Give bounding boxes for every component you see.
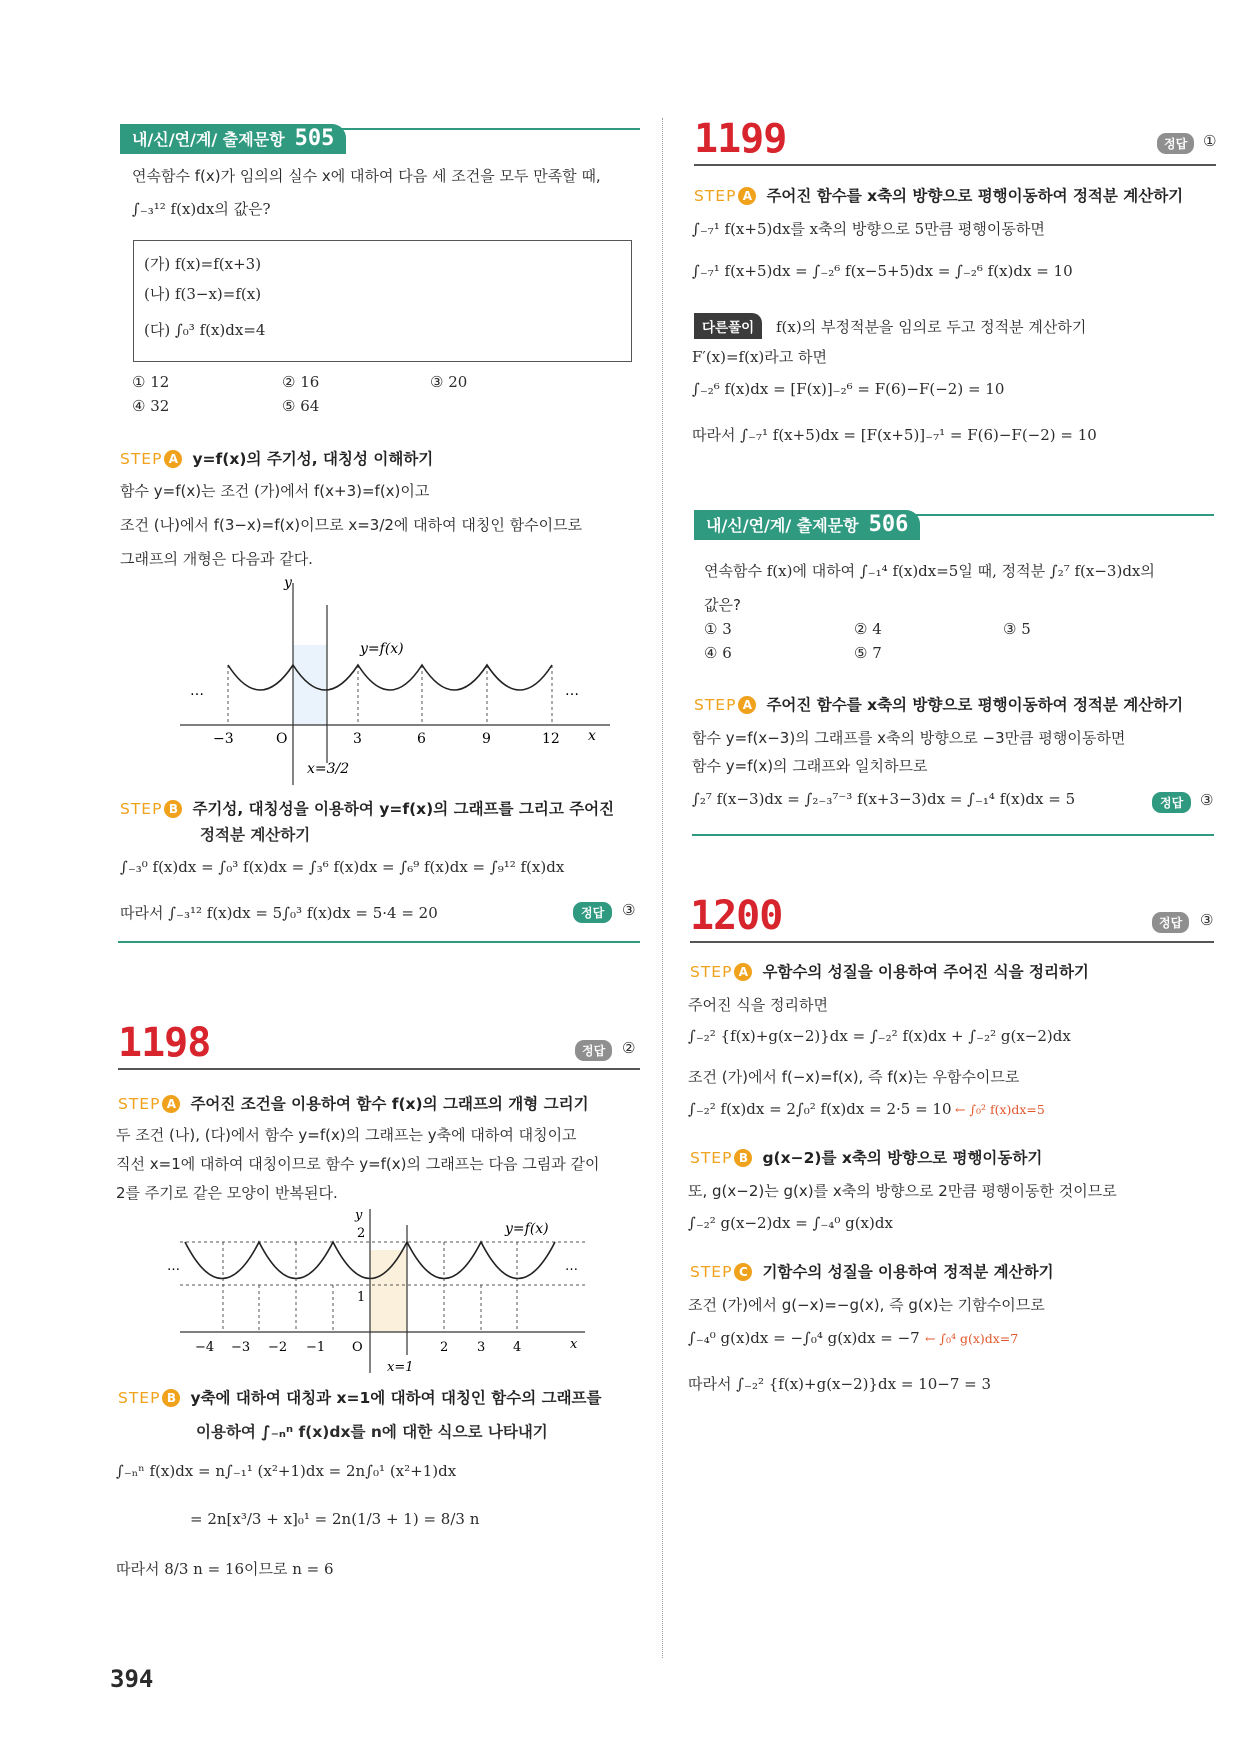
column-divider xyxy=(662,118,663,1658)
answer-tag: 정답 xyxy=(1157,133,1194,154)
choice-3[interactable]: ③ 5 xyxy=(1003,620,1031,638)
badge-rule xyxy=(914,514,1214,516)
curve xyxy=(228,665,552,690)
step-a-line2: 조건 (나)에서 f(3−x)=f(x)이므로 x=3/2에 대하여 대칭인 함수이므로 xyxy=(120,516,583,534)
step-letter: A xyxy=(738,696,756,714)
answer-value: ① xyxy=(1203,132,1217,150)
tick-label: 3 xyxy=(477,1340,486,1355)
step-a-line1: 함수 y=f(x−3)의 그래프를 x축의 방향으로 −3만큼 평행이동하면 xyxy=(692,729,1126,747)
x-axis-label: x xyxy=(570,1337,578,1352)
tick-label: 9 xyxy=(482,731,491,747)
problem-505-text-line1: 연속함수 f(x)가 임의의 실수 x에 대하여 다음 세 조건을 모두 만족할 때, xyxy=(132,167,601,185)
badge-number: 505 xyxy=(294,126,335,151)
section-end-rule xyxy=(692,834,1214,836)
tick-label: −1 xyxy=(306,1340,326,1355)
badge-number: 506 xyxy=(868,512,909,537)
step-label: STEP xyxy=(690,1263,733,1281)
alt-line1: F′(x)=f(x)라고 하면 xyxy=(692,348,827,366)
step-b-line2: 따라서 ∫₋₃¹² f(x)dx = 5∫₀³ f(x)dx = 5·4 = 20 xyxy=(120,904,438,922)
left-dots: … xyxy=(190,683,204,699)
curve-label: y=f(x) xyxy=(360,641,404,657)
tick-label: −2 xyxy=(268,1340,288,1355)
step-c-line3: 따라서 ∫₋₂² {f(x)+g(x−2)}dx = 10−7 = 3 xyxy=(688,1375,992,1393)
step-b-line1: ∫₋ₙⁿ f(x)dx = n∫₋₁¹ (x²+1)dx = 2n∫₀¹ (x²+1)dx xyxy=(116,1462,457,1480)
choice-5[interactable]: ⑤ 7 xyxy=(854,644,882,662)
step-b-heading-505 xyxy=(120,797,614,819)
step-label: STEP xyxy=(694,187,737,205)
right-dots: … xyxy=(565,683,579,699)
step-b-line1: 또, g(x−2)는 g(x)를 x축의 방향으로 2만큼 평행이동한 것이므로 xyxy=(688,1182,1117,1200)
x-axis-label: x xyxy=(588,728,596,744)
step-title: 주어진 함수를 x축의 방향으로 평행이동하여 정적분 계산하기 xyxy=(766,187,1184,205)
answer-tag: 정답 xyxy=(1152,792,1191,813)
right-dots: … xyxy=(565,1259,578,1274)
step-a-line4: ∫₋₂² f(x)dx = 2∫₀² f(x)dx = 2·5 = 10 xyxy=(688,1100,952,1118)
y-tick-2: 2 xyxy=(357,1226,366,1241)
step-title: 주어진 조건을 이용하여 함수 f(x)의 그래프의 개형 그리기 xyxy=(190,1095,589,1113)
section-end-rule xyxy=(118,941,640,943)
alt-line2: ∫₋₂⁶ f(x)dx = [F(x)]₋₂⁶ = F(6)−F(−2) = 10 xyxy=(692,380,1005,398)
step-a-heading-505 xyxy=(120,447,433,469)
alt-solution-title: f(x)의 부정적분을 임의로 두고 정적분 계산하기 xyxy=(776,318,1087,336)
answer-value: ② xyxy=(622,1039,636,1057)
step-label: STEP xyxy=(120,800,163,818)
tick-label: 2 xyxy=(440,1340,449,1355)
step-letter: A xyxy=(738,187,756,205)
curve-label: y=f(x) xyxy=(505,1221,549,1237)
step-a-line3: 그래프의 개형은 다음과 같다. xyxy=(120,550,313,568)
answer-tag: 정답 xyxy=(575,1040,612,1061)
answer-value: ③ xyxy=(1200,911,1214,929)
problem-506-text-line2: 값은? xyxy=(704,596,741,614)
hint-note: ← ∫₀⁴ g(x)dx=7 xyxy=(925,1331,1019,1346)
step-b-heading-1200 xyxy=(690,1146,1042,1168)
step-label: STEP xyxy=(690,1149,733,1167)
step-a-line3: ∫₂⁷ f(x−3)dx = ∫₂₋₃⁷⁻³ f(x+3−3)dx = ∫₋₁⁴ f(x)dx = 5 xyxy=(692,790,1076,808)
problem-505-text-line2: ∫₋₃¹² f(x)dx의 값은? xyxy=(132,200,271,218)
step-b-line1: ∫₋₃⁰ f(x)dx = ∫₀³ f(x)dx = ∫₃⁶ f(x)dx = ∫₆⁹ f(x)dx = ∫₉¹² f(x)dx xyxy=(120,858,565,876)
y-axis-label: y xyxy=(355,1208,363,1223)
step-a-line2: ∫₋₇¹ f(x+5)dx = ∫₋₂⁶ f(x−5+5)dx = ∫₋₂⁶ f(x)dx = 10 xyxy=(692,262,1073,280)
step-a-line2: 직선 x=1에 대하여 대칭이므로 함수 y=f(x)의 그래프는 다음 그림과 같이 xyxy=(116,1155,600,1173)
symmetry-label: x=3/2 xyxy=(307,761,350,777)
step-a-heading-1200 xyxy=(690,960,1089,982)
naesin-badge-505 xyxy=(120,124,346,154)
left-dots: … xyxy=(167,1259,180,1274)
answer-value: ③ xyxy=(622,901,636,919)
condition-a: (가) f(x)=f(x+3) xyxy=(144,255,262,273)
problem-number-1199: 1199 xyxy=(694,116,787,162)
step-letter: C xyxy=(734,1263,752,1281)
step-a-line3: 조건 (가)에서 f(−x)=f(x), 즉 f(x)는 우함수이므로 xyxy=(688,1068,1020,1086)
answer-value: ③ xyxy=(1200,791,1214,809)
step-b-line2: ∫₋₂² g(x−2)dx = ∫₋₄⁰ g(x)dx xyxy=(688,1214,893,1232)
step-letter: A xyxy=(162,1095,180,1113)
step-title: g(x−2)를 x축의 방향으로 평행이동하기 xyxy=(762,1149,1043,1167)
condition-box xyxy=(133,240,632,362)
step-a-line1: 두 조건 (나), (다)에서 함수 y=f(x)의 그래프는 y축에 대하여 대칭이고 xyxy=(116,1126,577,1144)
answer-tag: 정답 xyxy=(1152,912,1189,933)
choice-2[interactable]: ② 16 xyxy=(282,373,320,391)
step-b-title-cont: 정적분 계산하기 xyxy=(200,826,311,844)
step-letter: B xyxy=(162,1389,180,1407)
step-title: 주어진 함수를 x축의 방향으로 평행이동하여 정적분 계산하기 xyxy=(766,696,1184,714)
problem-rule xyxy=(690,941,1214,943)
step-c-heading-1200 xyxy=(690,1260,1054,1282)
step-title: y=f(x)의 주기성, 대칭성 이해하기 xyxy=(192,450,434,468)
step-b-line2: = 2n[x³/3 + x]₀¹ = 2n(1/3 + 1) = 8/3 n xyxy=(190,1510,480,1528)
step-title: 주기성, 대칭성을 이용하여 y=f(x)의 그래프를 그리고 주어진 xyxy=(192,800,615,818)
step-a-line1: 주어진 식을 정리하면 xyxy=(688,996,828,1014)
step-a-line2: 함수 y=f(x)의 그래프와 일치하므로 xyxy=(692,757,928,775)
problem-rule xyxy=(694,164,1216,166)
hint-note: ← ∫₀² f(x)dx=5 xyxy=(955,1102,1045,1117)
step-letter: A xyxy=(734,963,752,981)
step-label: STEP xyxy=(118,1389,161,1407)
step-c-line2: ∫₋₄⁰ g(x)dx = −∫₀⁴ g(x)dx = −7 xyxy=(688,1329,920,1347)
step-b-heading-1198 xyxy=(118,1386,602,1408)
periodic-graph-1198 xyxy=(165,1205,595,1375)
step-label: STEP xyxy=(690,963,733,981)
badge-rule xyxy=(340,128,640,130)
problem-506-text-line1: 연속함수 f(x)에 대하여 ∫₋₁⁴ f(x)dx=5일 때, 정적분 ∫₂⁷ f(x−3)dx의 xyxy=(704,562,1155,580)
step-b-line3: 따라서 8/3 n = 16이므로 n = 6 xyxy=(116,1560,334,1578)
tick-label: −3 xyxy=(213,731,234,747)
condition-b: (나) f(3−x)=f(x) xyxy=(144,285,262,303)
choice-1[interactable]: ① 3 xyxy=(704,620,732,638)
naesin-badge-506 xyxy=(694,510,920,540)
step-title: y축에 대하여 대칭과 x=1에 대하여 대칭인 함수의 그래프를 xyxy=(190,1389,602,1407)
tick-label: −4 xyxy=(195,1340,215,1355)
tick-label: O xyxy=(276,731,288,747)
step-c-line1: 조건 (가)에서 g(−x)=−g(x), 즉 g(x)는 기함수이므로 xyxy=(688,1296,1045,1314)
page-number: 394 xyxy=(110,1665,154,1693)
badge-label: 내/신/연/계/ 출제문항 xyxy=(706,516,859,535)
step-a-line2: ∫₋₂² {f(x)+g(x−2)}dx = ∫₋₂² f(x)dx + ∫₋₂² g(x−2)dx xyxy=(688,1027,1071,1045)
step-label: STEP xyxy=(118,1095,161,1113)
step-label: STEP xyxy=(120,450,163,468)
step-letter: B xyxy=(734,1149,752,1167)
tick-label: 4 xyxy=(513,1340,522,1355)
step-a-heading-506 xyxy=(694,693,1183,715)
tick-label: −3 xyxy=(231,1340,251,1355)
step-letter: A xyxy=(164,450,182,468)
problem-number-1200: 1200 xyxy=(690,893,783,939)
condition-c: (다) ∫₀³ f(x)dx=4 xyxy=(144,321,266,339)
step-a-line1: 함수 y=f(x)는 조건 (가)에서 f(x+3)=f(x)이고 xyxy=(120,482,430,500)
step-a-line1: ∫₋₇¹ f(x+5)dx를 x축의 방향으로 5만큼 평행이동하면 xyxy=(692,220,1045,238)
step-label: STEP xyxy=(694,696,737,714)
choice-1[interactable]: ① 12 xyxy=(132,373,170,391)
periodic-graph-505 xyxy=(170,575,630,790)
choice-4[interactable]: ④ 32 xyxy=(132,397,170,415)
step-letter: B xyxy=(164,800,182,818)
step-a-heading-1198 xyxy=(118,1092,589,1114)
choice-4[interactable]: ④ 6 xyxy=(704,644,732,662)
answer-tag: 정답 xyxy=(573,902,612,923)
choice-3[interactable]: ③ 20 xyxy=(430,373,468,391)
y-tick-1: 1 xyxy=(357,1290,366,1305)
symmetry-label: x=1 xyxy=(387,1360,414,1375)
step-b-title-cont: 이용하여 ∫₋ₙⁿ f(x)dx를 n에 대한 식으로 나타내기 xyxy=(196,1423,548,1441)
tick-label: 3 xyxy=(353,731,362,747)
choice-2[interactable]: ② 4 xyxy=(854,620,882,638)
tick-label: O xyxy=(352,1340,363,1355)
tick-label: 12 xyxy=(542,731,560,747)
y-axis-label: y xyxy=(284,575,292,591)
step-title: 기함수의 성질을 이용하여 정적분 계산하기 xyxy=(762,1263,1054,1281)
choice-5[interactable]: ⑤ 64 xyxy=(282,397,320,415)
problem-rule xyxy=(118,1068,640,1070)
shaded-region xyxy=(370,1250,407,1332)
badge-label: 내/신/연/계/ 출제문항 xyxy=(132,130,285,149)
alt-solution-tag: 다른풀이 xyxy=(694,313,762,339)
tick-label: 6 xyxy=(417,731,426,747)
step-a-line3: 2를 주기로 같은 모양이 반복된다. xyxy=(116,1184,338,1202)
step-title: 우함수의 성질을 이용하여 주어진 식을 정리하기 xyxy=(762,963,1089,981)
alt-line3: 따라서 ∫₋₇¹ f(x+5)dx = [F(x+5)]₋₇¹ = F(6)−F(−2) = 10 xyxy=(692,426,1097,444)
problem-number-1198: 1198 xyxy=(118,1020,211,1066)
step-a-heading-1199 xyxy=(694,184,1183,206)
